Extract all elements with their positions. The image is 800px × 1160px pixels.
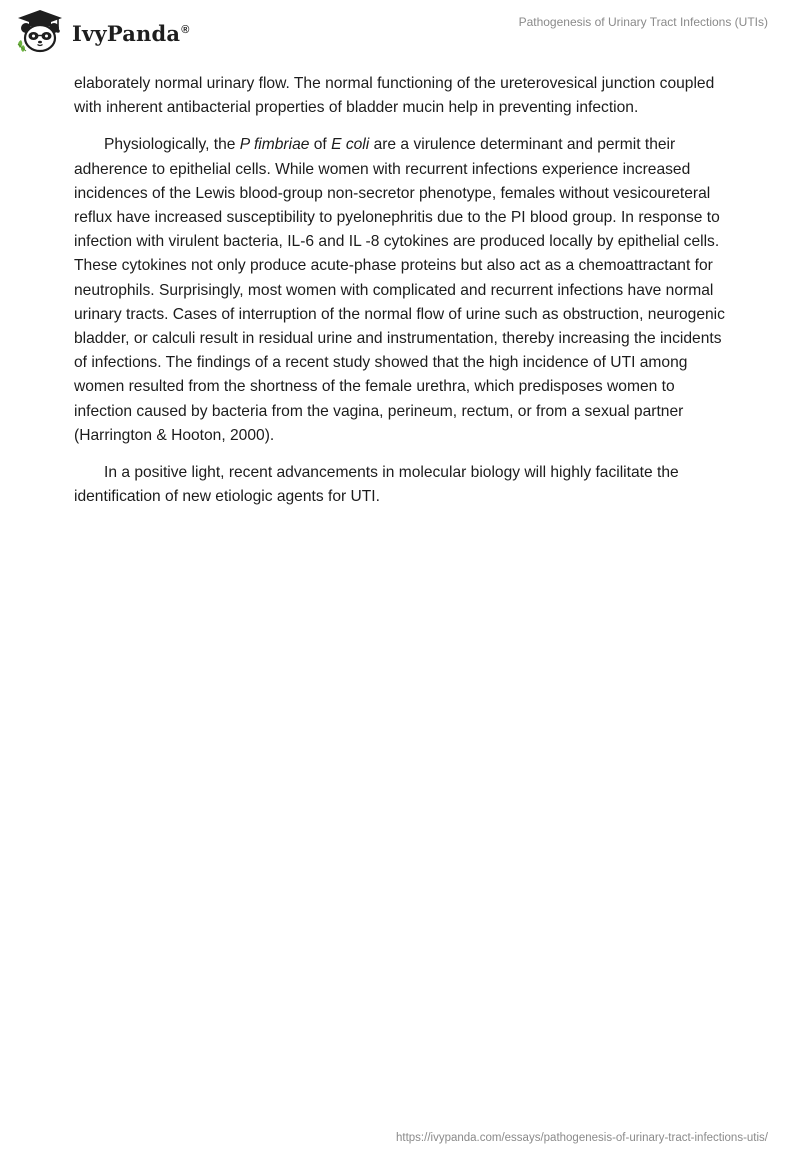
brand-name — [72, 21, 190, 46]
paragraph-2-text-c: are a virulence determinant and permit their adherence to epithelial cells. While women with recurrent infections experience increased incidences of the Lewis blood-group non-secretor phenotype, females without vesicoureteral reflux have increased susceptibility to pyelonephritis due to the PI blood group. In response to infection with virulent bacteria, IL-6 and IL -8 cytokines are produced locally by epithelial cells. These cytokines not only produce acute-phase proteins but also act as a chemoattractant for neutrophils. Surprisingly, most women with complicated and recurrent infections have normal urinary tracts. Cases of interruption of the normal flow of urine such as obstruction, neurogenic bladder, or calculi result in residual urine and instrumentation, thereby increasing the incidents of infections. The findings of a recent study showed that the high incidence of UTI among women resulted from the shortness of the female urethra, which predisposes women to infection caused by bacteria from the vagina, perineum, rectum, or from a sexual partner (Harrington & Hooton, 2000). — [74, 136, 725, 444]
paragraph-1: elaborately normal urinary flow. The normal functioning of the ureterovesical junction coupled with inherent antibacterial properties of bladder mucin help in preventing infection. — [74, 75, 715, 117]
essay-body — [74, 72, 734, 522]
paragraph-2-italic-p-fimbriae: P fimbriae — [239, 136, 310, 154]
paragraph-2-italic-e-coli: E coli — [331, 136, 370, 154]
registered-mark: ® — [181, 23, 190, 36]
ivypanda-logo[interactable] — [14, 8, 190, 54]
source-url-link[interactable]: https://ivypanda.com/essays/pathogenesis-of-urinary-tract-infections-utis/ — [396, 1132, 768, 1144]
brand-label: IvyPanda — [72, 20, 181, 46]
paragraph-3: In a positive light, recent advancements in molecular biology will highly facilitate the identification of new etiologic agents for UTI. — [74, 464, 679, 506]
paragraph-2-text-a: Physiologically, the — [104, 136, 240, 154]
paragraph-2 — [74, 133, 734, 448]
paragraph-2-text-b: of — [309, 136, 332, 154]
page-header — [0, 0, 800, 64]
panda-graduate-icon — [14, 8, 66, 54]
running-title: Pathogenesis of Urinary Tract Infections (UTIs) — [518, 15, 768, 29]
